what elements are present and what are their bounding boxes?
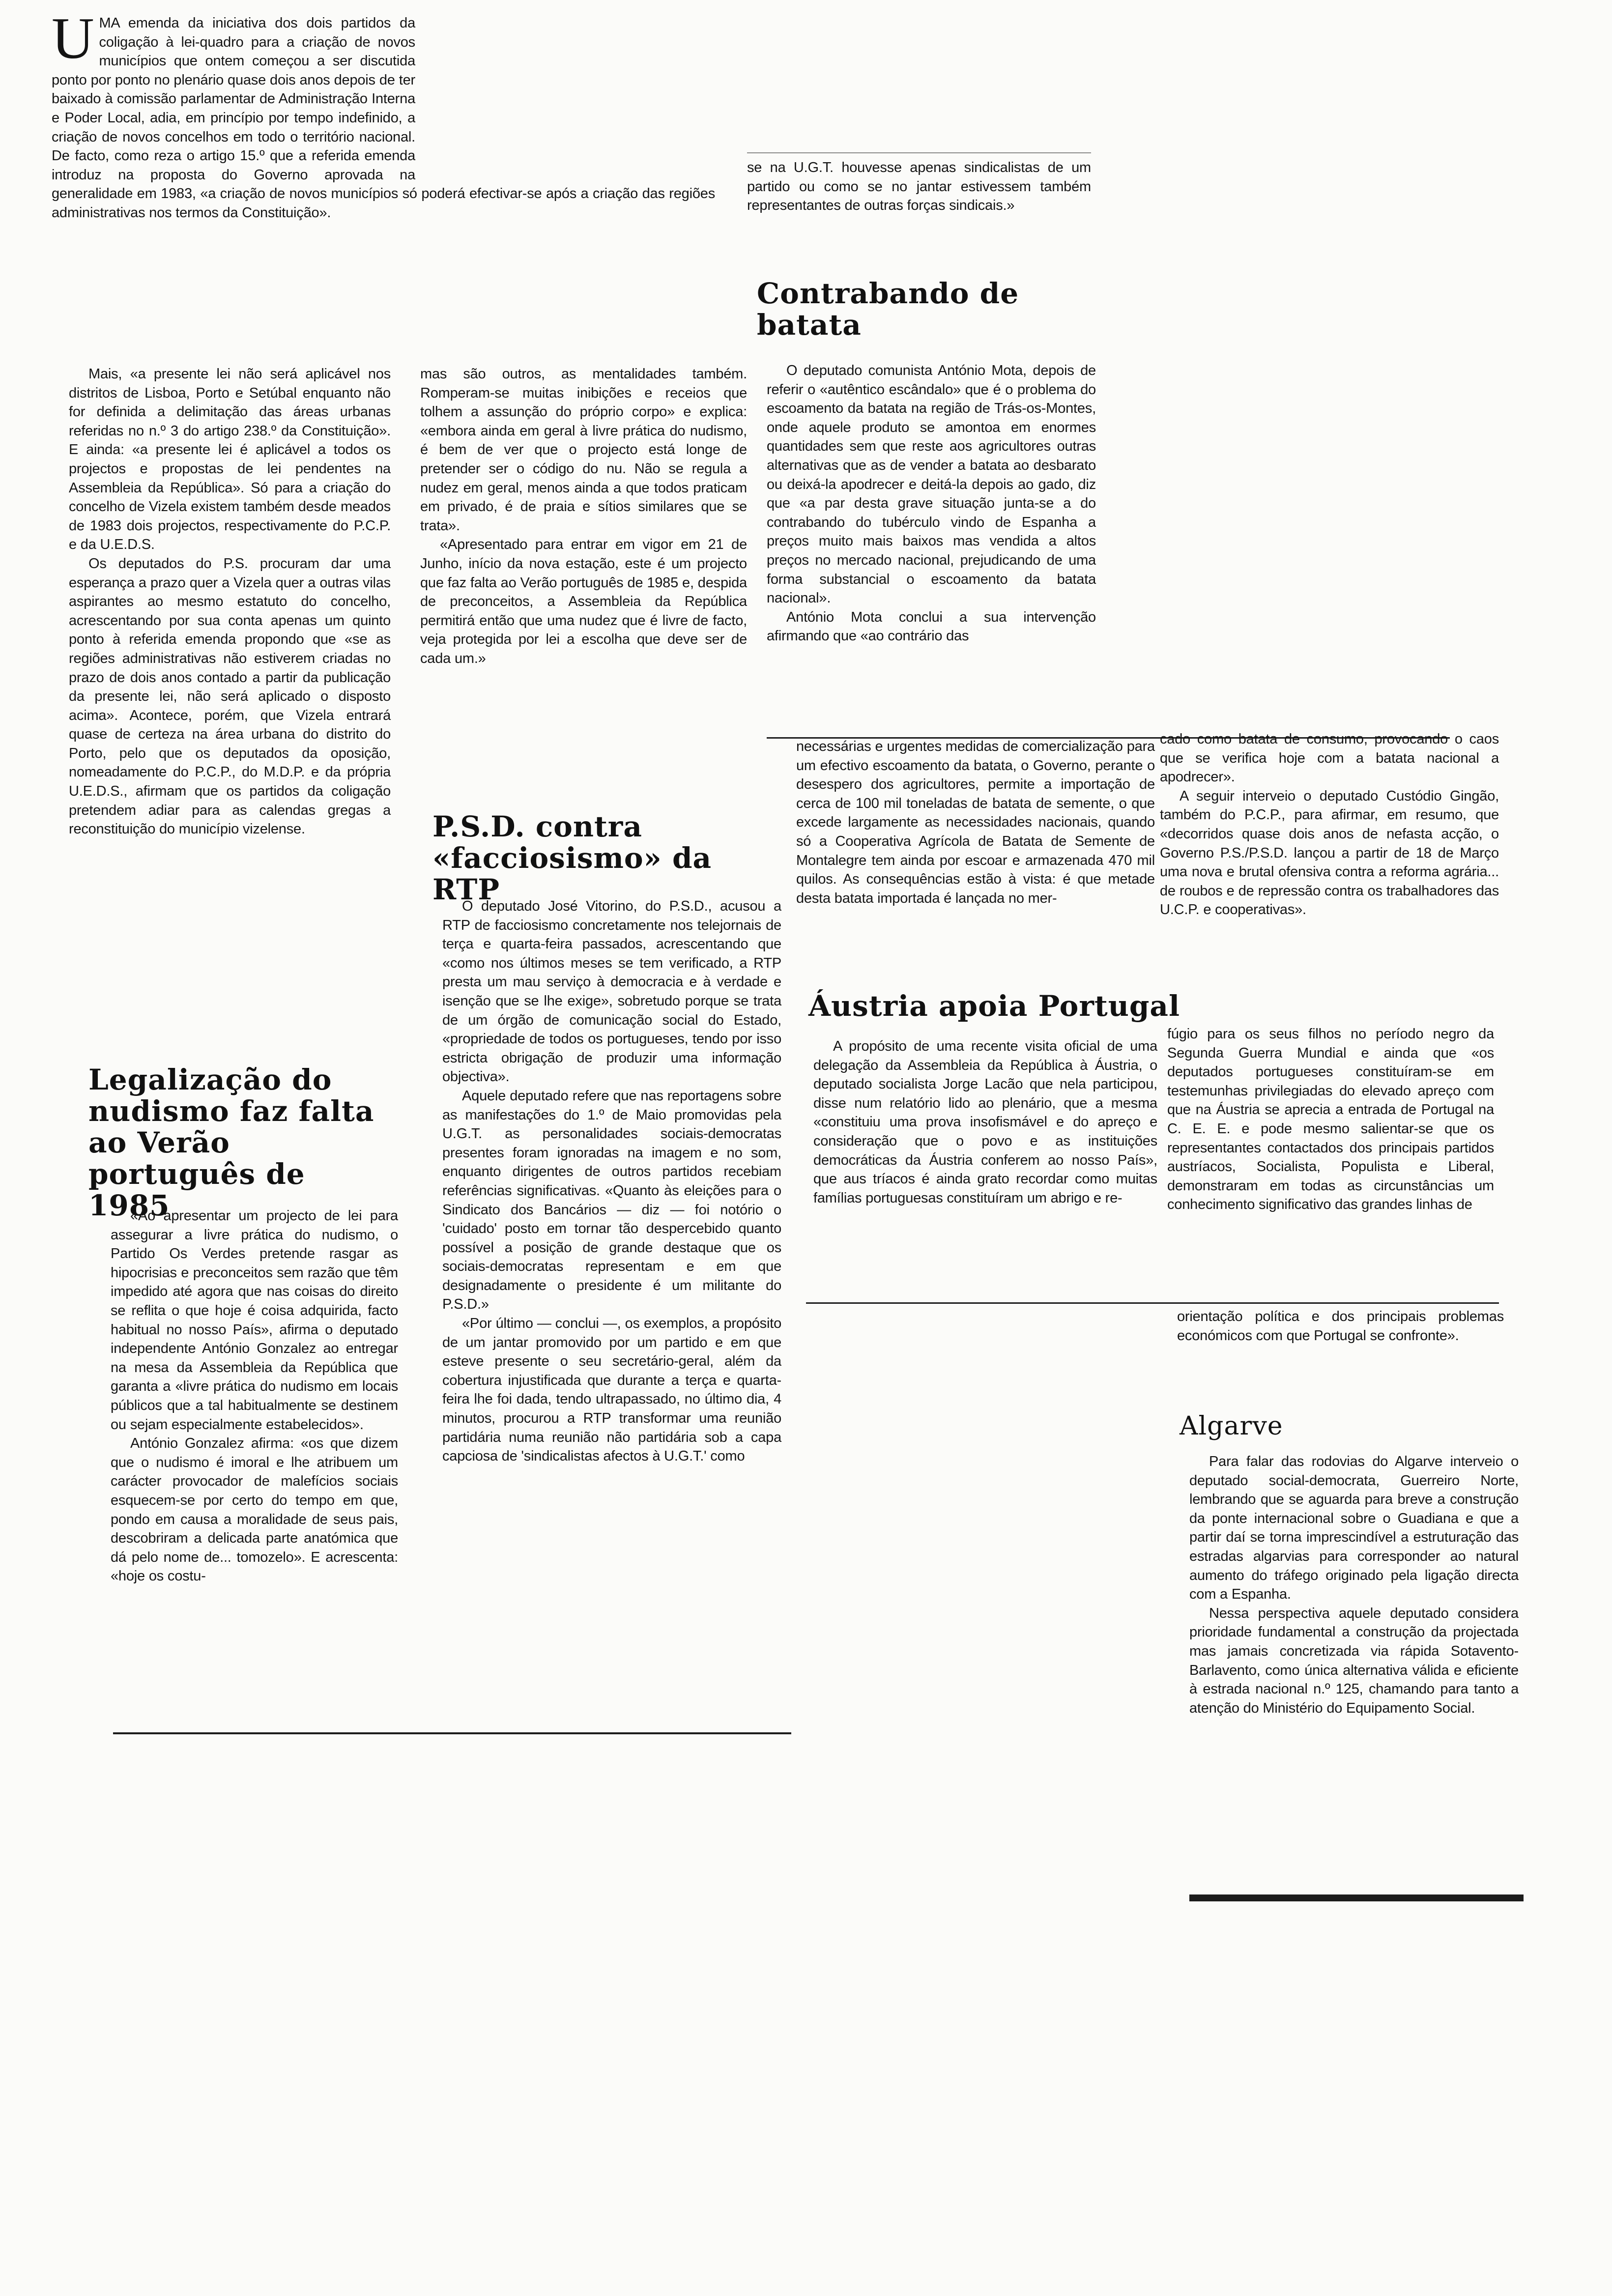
col3-paragraph: se na U.G.T. houvesse apenas sindicalistas de um partido ou como se no jantar estivessem também representantes de outras forças sindicais.» xyxy=(747,160,1091,214)
austria-paragraph-a: A propósito de uma recente visita oficial de uma delegação da Assembleia da República à Áustria, o deputado socialista Jorge Lacão que nela participou, disse num relatório lido ao plenário, que a mesma «constituiu uma prova insofismável e do apreço e consideração que o povo e as instituições democráticas da Áustria conferem ao nosso País», que aus tríacos é ainda grato recordar como muitas famílias portuguesas constituíram um abrigo e re- xyxy=(813,1038,1157,1206)
austria-paragraph-b: fúgio para os seus filhos no período negro da Segunda Guerra Mundial e ainda que «os deputados portugueses constituíram-se em testemunhas privilegiadas do elevado apreço com que na Áustria se aprecia a entrada de Portugal na C. E. E. e pode mesmo salientar-se que os representantes contactados dos principais partidos austríacos, Socialista, Populista e Liberal, demonstraram em todas as circunstâncias um conhecimento significativo das grandes linhas de xyxy=(1167,1026,1494,1213)
nudismo-paragraph-1: «Ao apresentar um projecto de lei para assegurar a livre prática do nudismo, o Partido Os Verdes pretende rasgar as hipocrisias e preconceitos sem razão que têm impedido até agora que nas coisas do direito se reflita o que hoje é coisa adquirida, facto habitual no nosso País», afirma o deputado independente António Gonzalez ao entregar na mesa da Assembleia da República que garanta a «livre prática do nudismo em locais públicos que a tal habitualmente se destinem ou sejam especialmente estabelecidos». xyxy=(111,1208,398,1433)
batata-cont-b-paragraph-1: cado como batata de consumo, provocando o caos que se verifica hoje com a batata nacional a apodrecer». xyxy=(1160,731,1499,785)
column-rule-top xyxy=(747,152,1091,153)
algarve-paragraph-1: Para falar das rodovias do Algarve interveio o deputado social-democrata, Guerreiro Norte, lembrando que se aguarda para breve a construção da ponte internacional sobre o Guadiana e que a partir daí se torna imprescindível a estruturação das estradas algarvias para corresponder ao natural aumento do tráfego originado pela ligação directa com a Espanha. xyxy=(1189,1454,1519,1603)
column-rule-bottom-left xyxy=(113,1732,791,1734)
col2-paragraph-2: «Apresentado para entrar em vigor em 21 de Junho, início da nova estação, este é um projecto que faz falta ao Verão português de 1985 e, despida de preconceitos, a Assembleia da República permitirá então que uma nudez que é livre de facto, veja protegida por lei a escolha que deve ser de cada um.» xyxy=(420,537,747,666)
batata-headline: Contrabando de batata xyxy=(757,277,1019,342)
austria-headline: Áustria apoia Portugal xyxy=(808,989,1180,1023)
end-rule xyxy=(1189,1894,1524,1901)
austria-body-a xyxy=(813,1037,1157,1292)
austria-paragraph-c: orientação política e dos principais problemas económicos com que Portugal se confronte». xyxy=(1177,1309,1504,1344)
batata-continuation-b xyxy=(1160,730,1499,990)
batata-body xyxy=(767,361,1096,720)
batata-paragraph-1: O deputado comunista António Mota, depois de referir o «autêntico escândalo» que é o problema do escoamento da batata na região de Trás-os-Montes, onde aquele produto se amontoa em enormes quantidades sem que reste aos agricultores outras alternativas que as de vender a batata ao desbarato ou deixá-la apodrecer e deitá-la depois ao gado, diz que «a par desta grave situação junta-se a do contrabando do tubérculo vindo de Espanha a preços muito mais baixos mas vendida a altos preços no mercado nacional, prejudicando de uma forma substancial o escoamento da batata nacional». xyxy=(767,363,1096,606)
column-rule-austria xyxy=(806,1302,1499,1304)
article-col1 xyxy=(69,365,391,1050)
intro-paragraph: MA emenda da iniciativa dos dois partidos da coligação à lei-quadro para a criação de novos municípios que ontem começou a ser discutida ponto por ponto no plenário quase dois anos depois de ter baixado à comissão parlamentar de Administração Interna e Poder Local, adia, em princípio por tempo indefinido, a criação de novos concelhos em todo o território nacional. De facto, como reza o artigo 15.º que a referida emenda introduz na proposta do Governo aprovada na generalidade em 1983, «a criação de novos municípios só poderá efectivar-se após a criação das regiões administrativas nos termos da Constituição». xyxy=(52,15,715,221)
col1-paragraph-1: Mais, «a presente lei não será aplicável nos distritos de Lisboa, Porto e Setúbal enquanto não for definida a delimitação das áreas urbanas referidas no n.º 3 do artigo 238.º da Constituição». E ainda: «a presente lei é aplicável a todos os projectos e propostas de lei pendentes na Assembleia da República». Só para a criação do concelho de Vizela existem também desde meados de 1983 dois projectos, respectivamente do P.C.P. e da U.E.D.S. xyxy=(69,366,391,553)
layout-spacer xyxy=(415,14,715,176)
rtp-body xyxy=(442,897,781,1727)
article-col3 xyxy=(747,158,1091,252)
batata-paragraph-2: António Mota conclui a sua intervenção afirmando que «ao contrário das xyxy=(767,609,1096,644)
batata-continuation xyxy=(796,737,1155,993)
austria-body-b xyxy=(1167,1025,1494,1295)
col1-paragraph-2: Os deputados do P.S. procuram dar uma esperança a prazo quer a Vizela quer a outras vilas aspirantes ao mesmo estatuto do concelho, acrescentando por sua conta apenas um quinto ponto à referida emenda propondo que «se as regiões administrativas não estiverem criadas no prazo de dois anos contado a partir da publicação da presente lei, não será aplicado o disposto acima». Acontece, porém, que Vizela entrará quase de certeza na área urbana do distrito do Porto, pelo que os deputados da oposição, nomeadamente do P.C.P., do M.D.P. e da própria U.E.D.S., afirmam que os partidos da coligação pretendem adiar para as calendas gregas a reconstituição do município vizelense. xyxy=(69,555,391,837)
article-intro xyxy=(52,5,715,360)
rtp-paragraph-1: O deputado José Vitorino, do P.S.D., acusou a RTP de facciosismo concretamente nos telejornais de terça e quarta-feira passados, acrescentando que «como nos últimos meses se tem verificado, a RTP presta um mau serviço à democracia e à verdade e isenção que se lhe exige», sobretudo porque se trata de um órgão de comunicação social do Estado, «propriedade de todos os portugueses, tendo por isso estricta obrigação de produzir uma informação objectiva». xyxy=(442,898,781,1085)
article-col2 xyxy=(420,365,747,817)
algarve-paragraph-2: Nessa perspectiva aquele deputado considera prioridade fundamental a construção da projectada mas jamais concretizada via rápida Sotavento-Barlavento, como única alternativa válida e eficiente à estrada nacional n.º 125, chamando para tanto a atenção do Ministério do Equipamento Social. xyxy=(1189,1605,1519,1716)
algarve-headline: Algarve xyxy=(1180,1411,1283,1441)
rtp-headline: P.S.D. contra «facciosismo» da RTP xyxy=(432,810,712,906)
batata-cont-b-paragraph-2: A seguir interveio o deputado Custódio Gingão, também do P.C.P., para afirmar, em resumo, que «decorridos quase dois anos de nefasta acção, o Governo P.S./P.S.D. lançou a partir de 18 de Março uma nova e brutal ofensiva contra a reforma agrária... de roubos e de repressão contra os trabalhadores das U.C.P. e cooperativas». xyxy=(1160,788,1499,918)
rtp-paragraph-2: Aquele deputado refere que nas reportagens sobre as manifestações do 1.º de Maio promovidas pela U.G.T. as personalidades sociais-democratas presentes foram ignoradas na imagem e no som, enquanto dirigentes de outros partidos recebiam referências significativas. «Quanto às eleições para o Sindicato dos Bancários — diz — foi notório o 'cuidado' posto em tornar tão despercebido quanto possível a posição de grande destaque que os sociais-democratas representam e em que designadamente o presidente é um militante do P.S.D.» xyxy=(442,1088,781,1313)
nudismo-paragraph-2: António Gonzalez afirma: «os que dizem que o nudismo é imoral e lhe atribuem um carácter provocador de malefícios sociais esquecem-se por certo do tempo em que, pondo em causa a moralidade de seus pais, descobriram a delicada parte anatómica que dá pelo nome de... tomozelo». E acrescenta: «hoje os costu- xyxy=(111,1435,398,1584)
rtp-paragraph-3: «Por último — conclui —, os exemplos, a propósito de um jantar promovido por um partido e em que esteve presente o seu secretário-geral, além da cobertura injustificada que durante a terça e quarta-feira lhe foi dada, tendo ultrapassado, no último dia, 4 minutos, procurou a RTP transformar uma reunião partidária numa reunião não partidária sob a capa capciosa de 'sindicalistas afectos à U.G.T.' como xyxy=(442,1316,781,1464)
dropcap-letter: U xyxy=(52,5,94,71)
algarve-body xyxy=(1189,1452,1519,1890)
batata-cont-paragraph: necessárias e urgentes medidas de comercialização para um efectivo escoamento da batata, o Governo, perante o desespero dos agricultores, permite a importação de cerca de 100 mil toneladas de batata de semente, o que excede largamente as necessidades nacionais, quando só a Cooperativa Agrícola de Batata de Semente de Montalegre tem ainda por escoar e armazenada 470 mil quilos. As consequências estão à vista: é que metade desta batata importada é lançada no mer- xyxy=(796,739,1155,906)
nudismo-headline: Legalização do nudismo faz falta ao Verão português de 1985 xyxy=(88,1063,374,1222)
austria-body-c xyxy=(1177,1307,1504,1381)
nudismo-body xyxy=(111,1206,398,1727)
col2-paragraph-1: mas são outros, as mentalidades também. Romperam-se muitas inibições e receios que tolhem a assunção do próprio corpo» e explica: «embora ainda em geral à livre prática do nudismo, é bem de ver que o projecto está longe de pretender ser o código do nu. Não se regula a nudez em geral, menos ainda a que todos praticam em privado, é de praia e sítios similares que se trata». xyxy=(420,366,747,534)
